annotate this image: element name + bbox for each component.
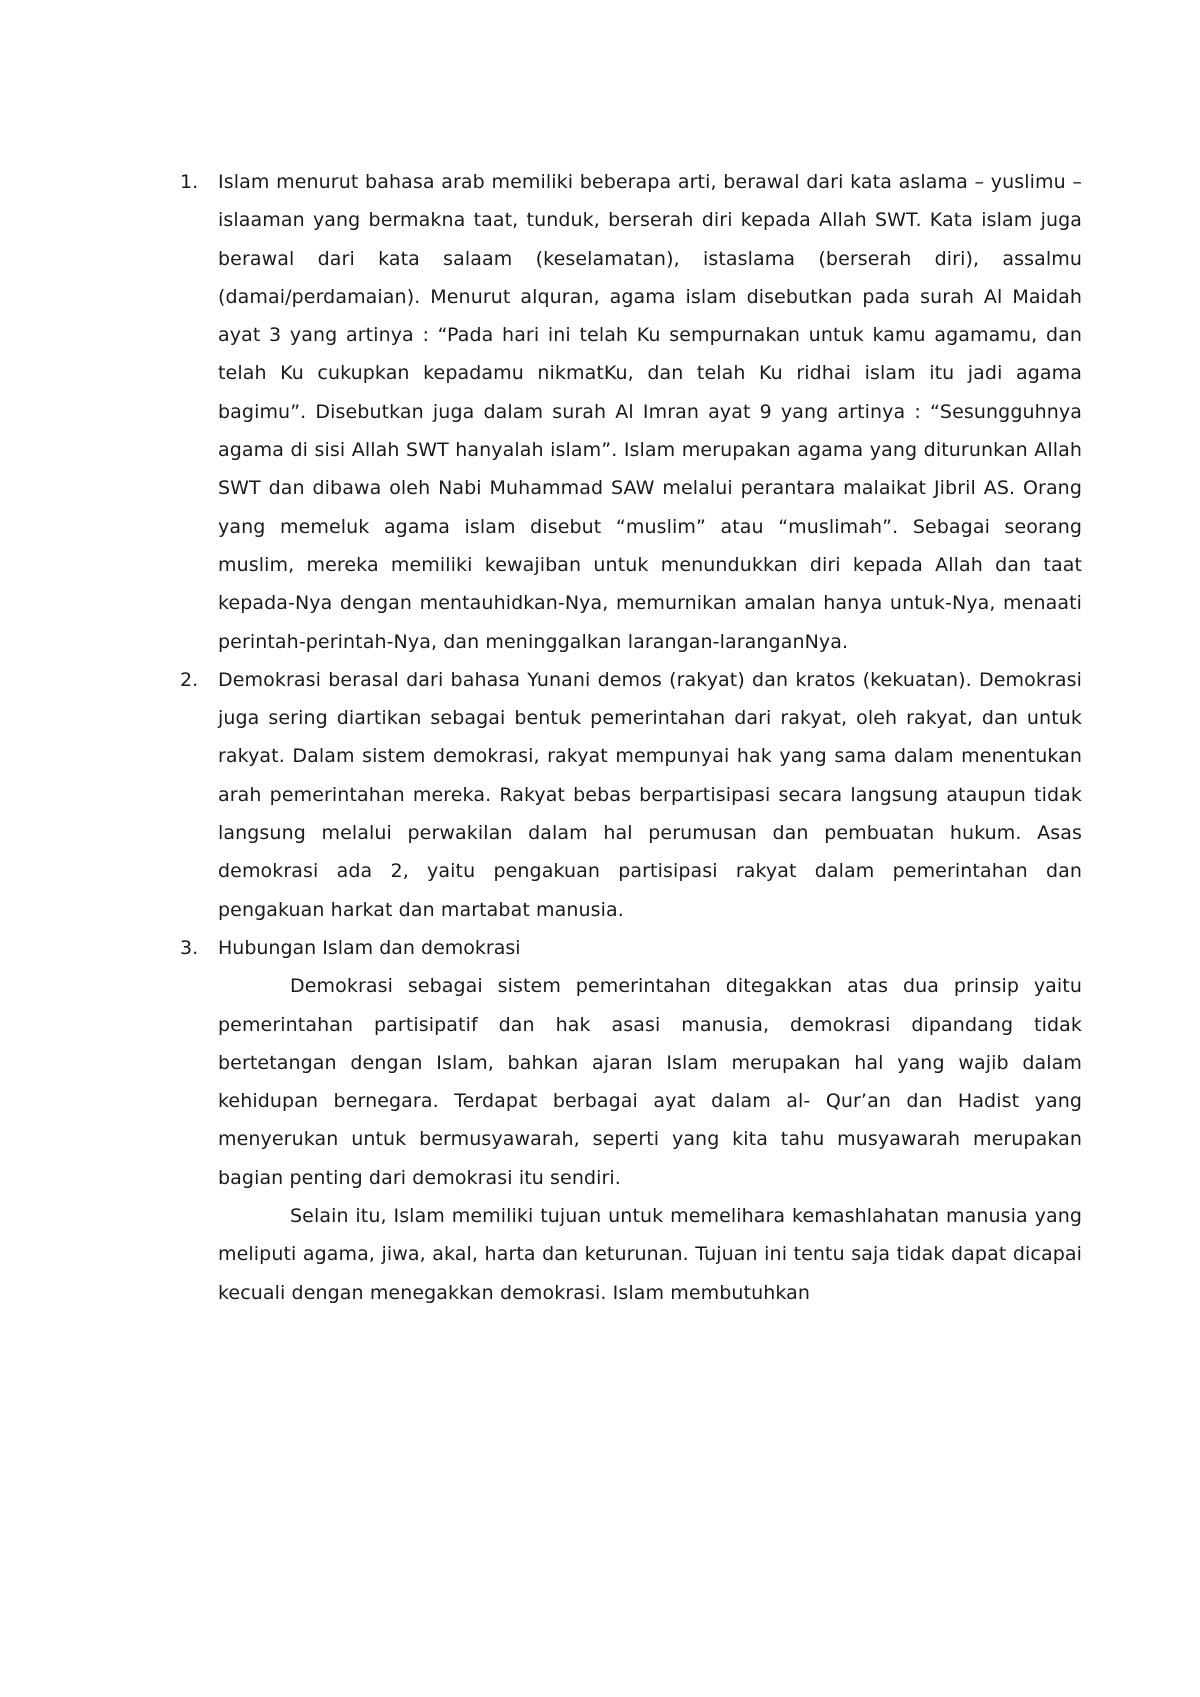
list-item-3 (180, 929, 1082, 1312)
section-heading: Hubungan Islam dan demokrasi (218, 936, 521, 959)
list-item-2 (180, 661, 1082, 929)
paragraph-relation-2: Selain itu, Islam memiliki tujuan untuk memelihara kemashlahatan manusia yang meliputi agama, jiwa, akal, harta dan keturunan. Tujuan ini tentu saja tidak dapat dicapai kecuali dengan menegakkan demokrasi. Islam membutuhkan (218, 1205, 1082, 1304)
paragraph-democracy-definition: Demokrasi berasal dari bahasa Yunani demos (rakyat) dan kratos (kekuatan). Demokrasi juga sering diartikan sebagai bentuk pemerintahan dari rakyat, oleh rakyat, dan untuk rakyat. Dalam sistem demokrasi, rakyat mempunyai hak yang sama dalam menentukan arah pemerintahan mereka. Rakyat bebas berpartisipasi secara langsung ataupun tidak langsung melalui perwakilan dalam hal perumusan dan pembuatan hukum. Asas demokrasi ada 2, yaitu pengakuan partisipasi rakyat dalam pemerintahan dan pengakuan harkat dan martabat manusia. (218, 668, 1082, 921)
list-item-body (218, 661, 1082, 929)
list-number: 1. (180, 171, 199, 193)
list-number: 3. (180, 936, 199, 959)
list-item-1 (180, 163, 1082, 661)
numbered-list (180, 163, 1082, 1312)
paragraph-relation-1: Demokrasi sebagai sistem pemerintahan ditegakkan atas dua prinsip yaitu pemerintahan partisipatif dan hak asasi manusia, demokrasi dipandang tidak bertetangan dengan Islam, bahkan ajaran Islam merupakan hal yang wajib dalam kehidupan bernegara. Terdapat berbagai ayat dalam al- Qur’an dan Hadist yang menyerukan untuk bermusyawarah, seperti yang kita tahu musyawarah merupakan bagian penting dari demokrasi itu sendiri. (218, 975, 1082, 1189)
list-number: 2. (180, 668, 199, 691)
list-item-body (218, 163, 1082, 661)
list-item-body (218, 929, 1082, 1312)
paragraph-islam-definition: Islam menurut bahasa arab memiliki beberapa arti, berawal dari kata aslama – yuslimu – islaaman yang bermakna taat, tunduk, berserah diri kepada Allah SWT. Kata islam juga berawal dari kata salaam (keselamatan), istaslama (berserah diri), assalmu (damai/perdamaian). Menurut alquran, agama islam disebutkan pada surah Al Maidah ayat 3 yang artinya : “Pada hari ini telah Ku sempurnakan untuk kamu agamamu, dan telah Ku cukupkan kepadamu nikmatKu, dan telah Ku ridhai islam itu jadi agama bagimu”. Disebutkan juga dalam surah Al Imran ayat 9 yang artinya : “Sesungguhnya agama di sisi Allah SWT hanyalah islam”. Islam merupakan agama yang diturunkan Allah SWT dan dibawa oleh Nabi Muhammad SAW melalui perantara malaikat Jibril AS. Orang yang memeluk agama islam disebut “muslim” atau “muslimah”. Sebagai seorang muslim, mereka memiliki kewajiban untuk menundukkan diri kepada Allah dan taat kepada-Nya dengan mentauhidkan-Nya, memurnikan amalan hanya untuk-Nya, menaati perintah-perintah-Nya, dan meninggalkan larangan-laranganNya. (218, 171, 1082, 653)
